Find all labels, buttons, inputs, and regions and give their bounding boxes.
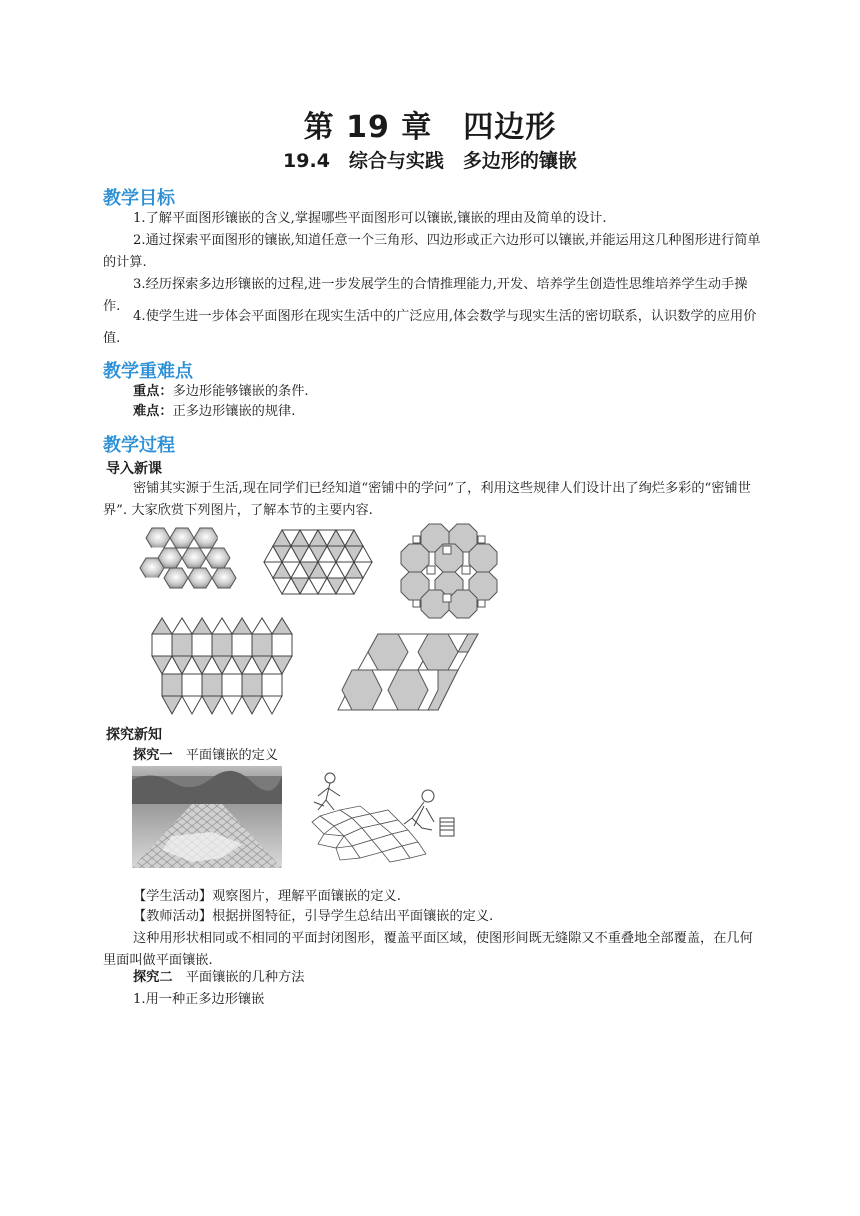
intro-heading: 导入新课: [106, 461, 162, 477]
octagon-square-tiling-figure: [400, 522, 498, 620]
goal-item-4: 4.使学生进一步体会平面图形在现实生活中的广泛应用,体会数学与现实生活的密切联系，认识数学的应用价值.: [103, 309, 757, 346]
definition-paragraph: 这种用形状相同或不相同的平面封闭图形，覆盖平面区域，使图形间既无缝隙又不重叠地全部覆盖，在几何里面叫做平面镶嵌.: [103, 931, 753, 968]
key-point: [133, 382, 309, 402]
paved-road-photo: [132, 766, 282, 868]
teacher-activity: 【教师活动】根据拼图特征，引导学生总结出平面镶嵌的定义.: [133, 909, 494, 924]
method-1: 1.用一种正多边形镶嵌: [133, 992, 265, 1007]
intro-paragraph: 密铺其实源于生活,现在同学们已经知道“密铺中的学问”了，利用这些规律人们设计出了绚烂多彩的“密铺世界”. 大家欣赏下列图片，了解本节的主要内容.: [103, 481, 751, 518]
triangle-tiling-figure: [262, 528, 378, 596]
explore1-label: 探究一: [133, 748, 173, 763]
difficult-point-text: 正多边形镶嵌的规律.: [172, 404, 296, 419]
goals-heading: 教学目标: [103, 188, 175, 209]
process-heading: 教学过程: [103, 435, 175, 456]
explore2-title: 平面镶嵌的几种方法: [172, 970, 305, 985]
explore2-label: 探究二: [133, 970, 173, 985]
explore1-title: 平面镶嵌的定义: [172, 748, 279, 763]
hexagon-triangle-tiling-figure: [332, 632, 484, 712]
key-point-text: 多边形能够镶嵌的条件.: [172, 384, 309, 399]
goal-item-2: 2.通过探索平面图形的镶嵌,知道任意一个三角形、四边形或正六边形可以镶嵌,并能运用这几种图形进行简单的计算.: [103, 233, 761, 270]
goal-item-1: 1.了解平面图形镶嵌的含义,掌握哪些平面图形可以镶嵌,镶嵌的理由及简单的设计.: [133, 211, 607, 226]
difficult-point-label: 难点：: [133, 404, 173, 419]
goal-item-3: 3.经历探索多边形镶嵌的过程,进一步发展学生的合情推理能力,开发、培养学生创造性思维培养学生动手操作.: [103, 277, 748, 314]
explore2-line: [133, 968, 304, 988]
difficult-point: [133, 402, 295, 422]
triangle-square-tiling-figure: [148, 616, 298, 716]
key-point-label: 重点：: [133, 384, 173, 399]
chapter-title: 第 19 章 四边形: [303, 110, 557, 145]
section-title: 19.4 综合与实践 多边形的镶嵌: [283, 150, 577, 172]
workers-laying-tiles-drawing: [300, 766, 460, 866]
explore-heading: 探究新知: [106, 727, 162, 743]
keypoints-heading: 教学重难点: [103, 361, 193, 382]
student-activity: 【学生活动】观察图片，理解平面镶嵌的定义.: [133, 889, 401, 904]
explore1-line: [133, 746, 278, 766]
hexagon-tiling-figure: [138, 524, 246, 600]
